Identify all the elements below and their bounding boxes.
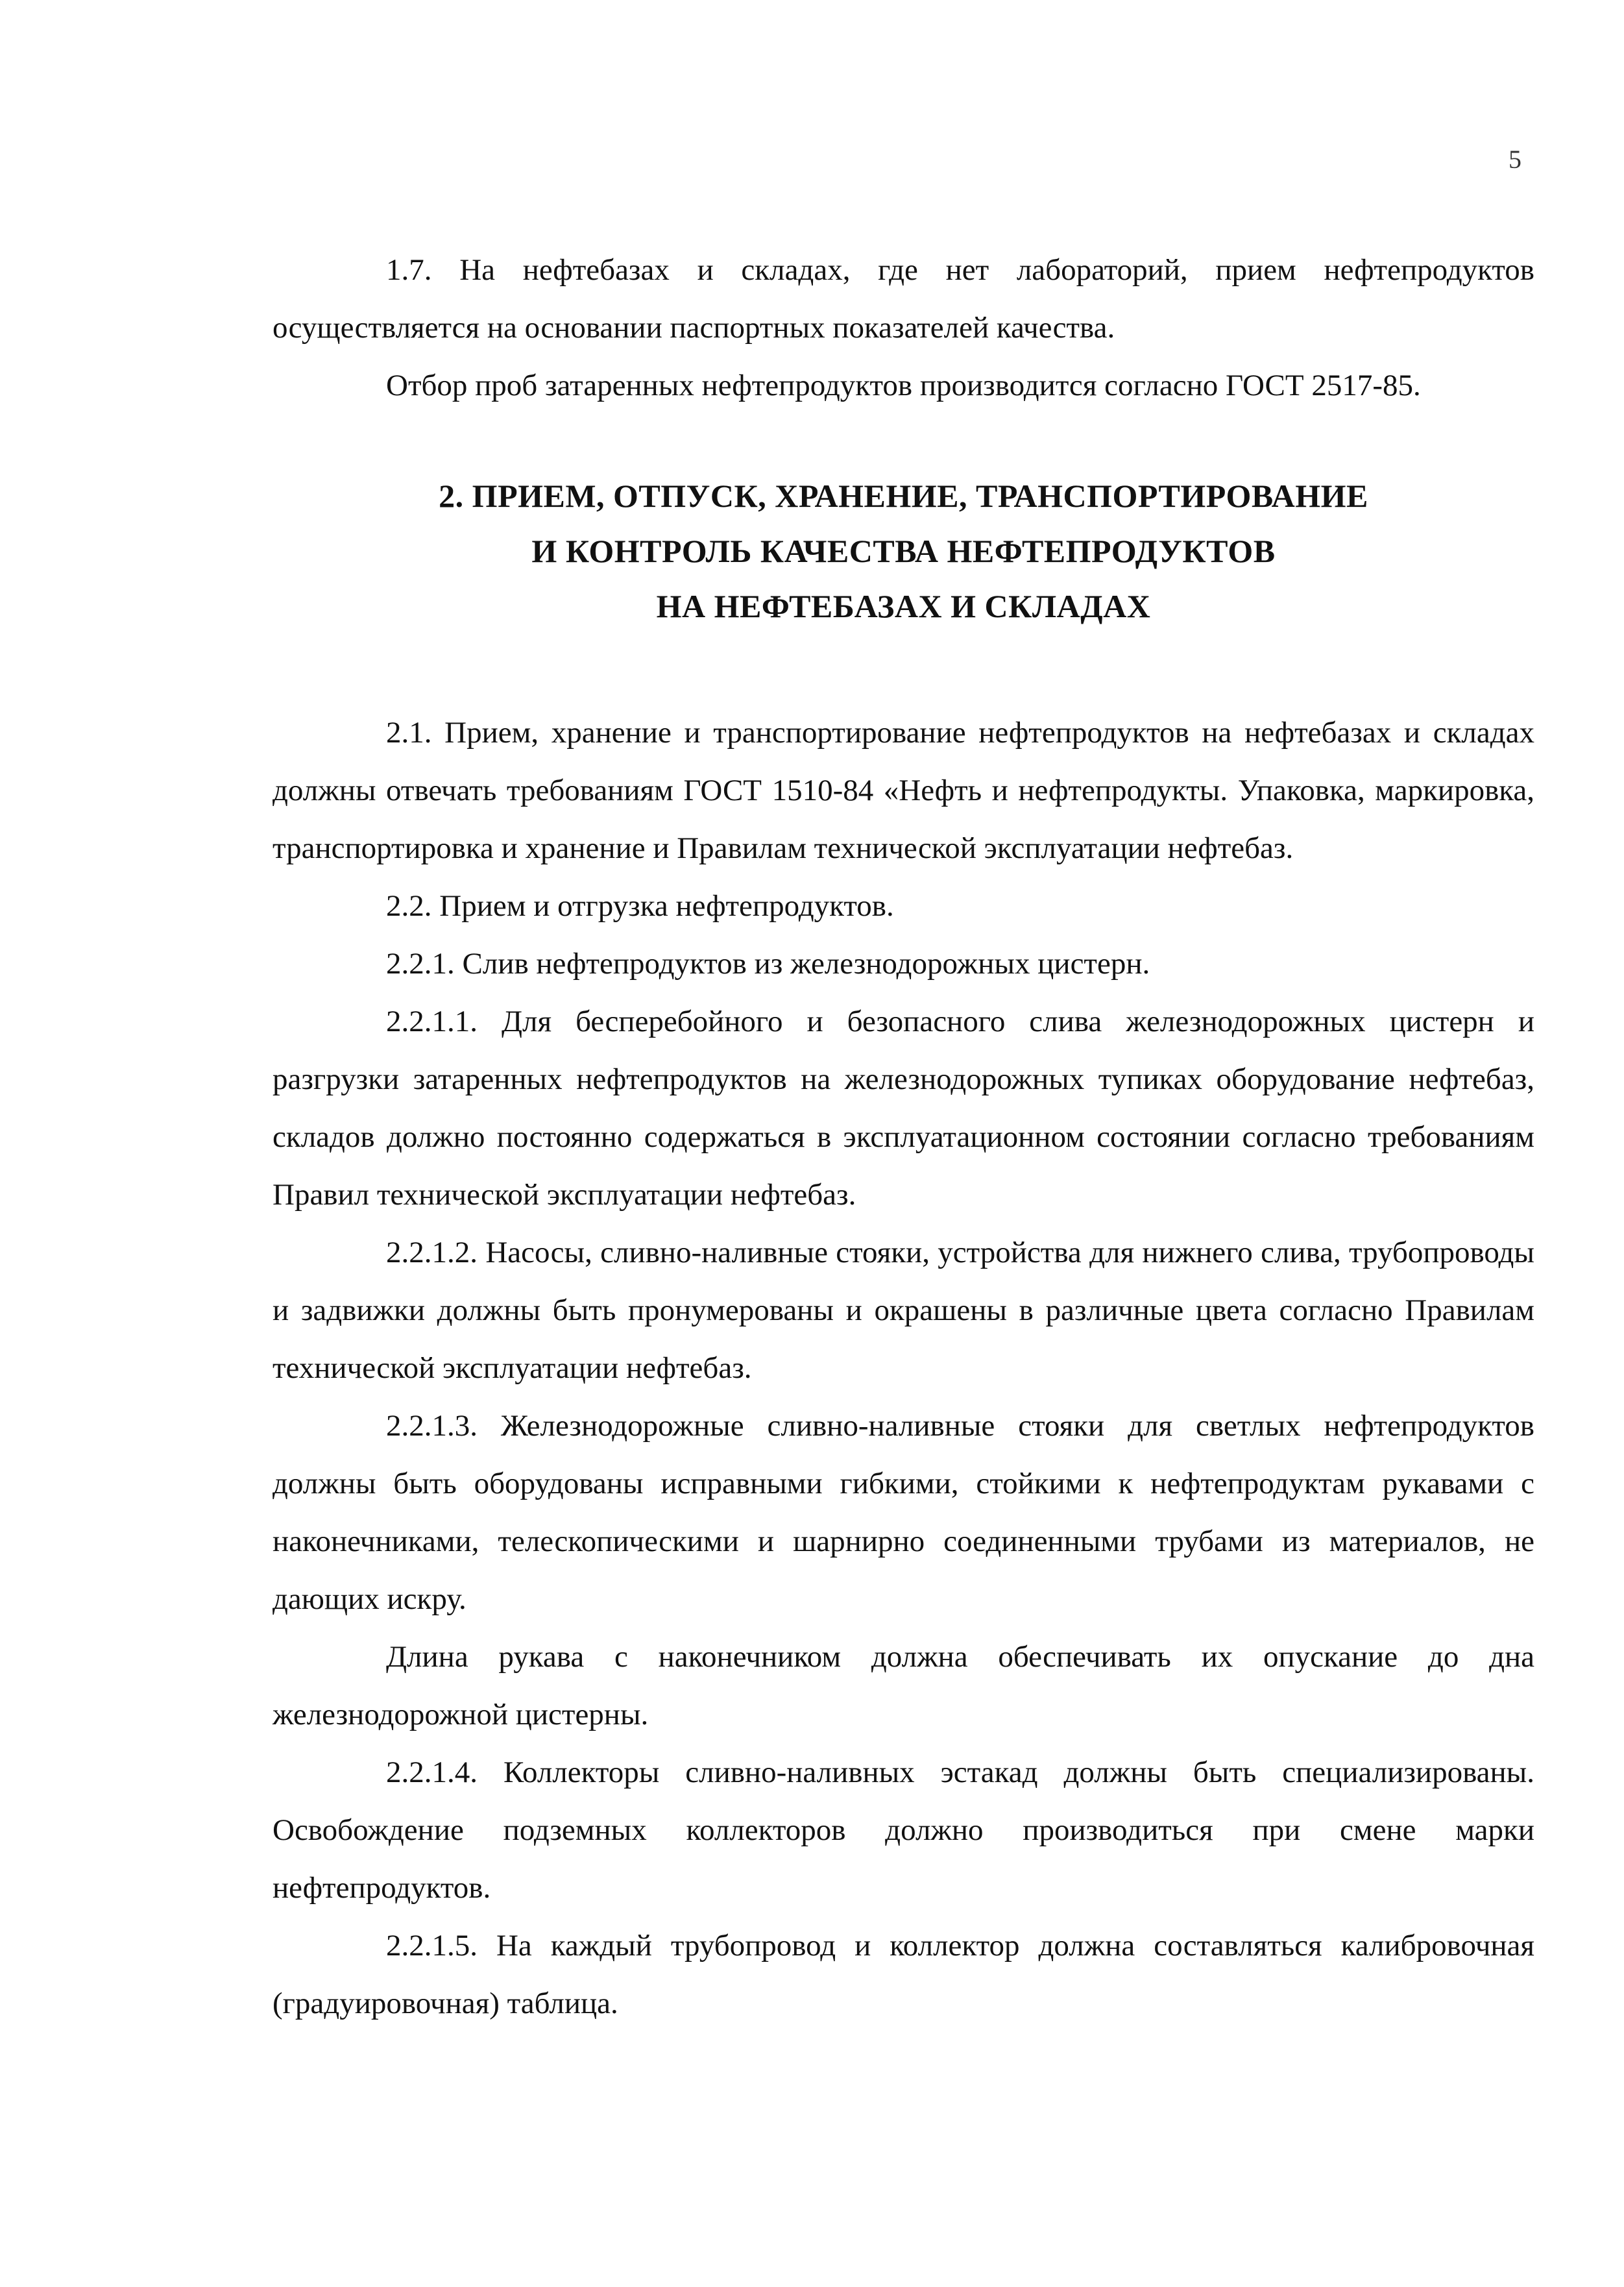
paragraph-2-2-1-2: 2.2.1.2. Насосы, сливно-наливные стояки, устройства для нижнего слива, трубопроводы и задвижки должны быть пронумерованы и окрашены в различные цвета согласно Правилам технической эксплуатации нефтебаз. xyxy=(273,1236,1534,1385)
paragraph-2-2-1: 2.2.1. Слив нефтепродуктов из железнодорожных цистерн. xyxy=(386,947,1150,981)
paragraph-hose-length: Длина рукава с наконечником должна обеспечивать их опускание до дна железнодорожной цистерны. xyxy=(273,1640,1534,1731)
paragraph-2-2-1-1: 2.2.1.1. Для бесперебойного и безопасного слива железнодорожных цистерн и разгрузки затаренных нефтепродуктов на железнодорожных тупиках оборудование нефтебаз, складов должно постоянно содержаться в эксплуатационном состоянии согласно требованиям Правил технической эксплуатации нефтебаз. xyxy=(273,1005,1534,1212)
paragraph-2-1: 2.1. Прием, хранение и транспортирование нефтепродуктов на нефтебазах и складах должны отвечать требованиям ГОСТ 1510-84 «Нефть и нефтепродукты. Упаковка, маркировка, транспортировка и хранение и Правилам технической эксплуатации нефтебаз. xyxy=(273,716,1534,865)
section-body xyxy=(273,704,1534,2033)
paragraph-sampling: Отбор проб затаренных нефтепродуктов производится согласно ГОСТ 2517-85. xyxy=(386,369,1421,402)
paragraph-1-7: 1.7. На нефтебазах и складах, где нет лабораторий, прием нефтепродуктов осуществляется на основании паспортных показателей качества. xyxy=(273,253,1534,345)
page-number: 5 xyxy=(1509,145,1521,174)
paragraph-2-2-1-3: 2.2.1.3. Железнодорожные сливно-наливные стояки для светлых нефтепродуктов должны быть оборудованы исправными гибкими, стойкими к нефтепродуктам рукавами с наконечниками, телескопическими и шарнирно соединенными трубами из материалов, не дающих искру. xyxy=(273,1409,1534,1616)
paragraph-2-2-1-5: 2.2.1.5. На каждый трубопровод и коллектор должна составляться калибровочная (градуировочная) таблица. xyxy=(273,1929,1534,2020)
section-heading-line-2: И КОНТРОЛЬ КАЧЕСТВА НЕФТЕПРОДУКТОВ xyxy=(531,533,1276,569)
section-heading-line-3: НА НЕФТЕБАЗАХ И СКЛАДАХ xyxy=(656,588,1151,624)
paragraph-2-2: 2.2. Прием и отгрузка нефтепродуктов. xyxy=(386,889,894,923)
section-heading-line-1: 2. ПРИЕМ, ОТПУСК, ХРАНЕНИЕ, ТРАНСПОРТИРОВАНИЕ xyxy=(439,478,1368,514)
section-heading xyxy=(273,469,1534,634)
intro-block xyxy=(273,241,1534,415)
paragraph-2-2-1-4: 2.2.1.4. Коллекторы сливно-наливных эстакад должны быть специализированы. Освобождение подземных коллекторов должно производиться при смене марки нефтепродуктов. xyxy=(273,1755,1534,1905)
